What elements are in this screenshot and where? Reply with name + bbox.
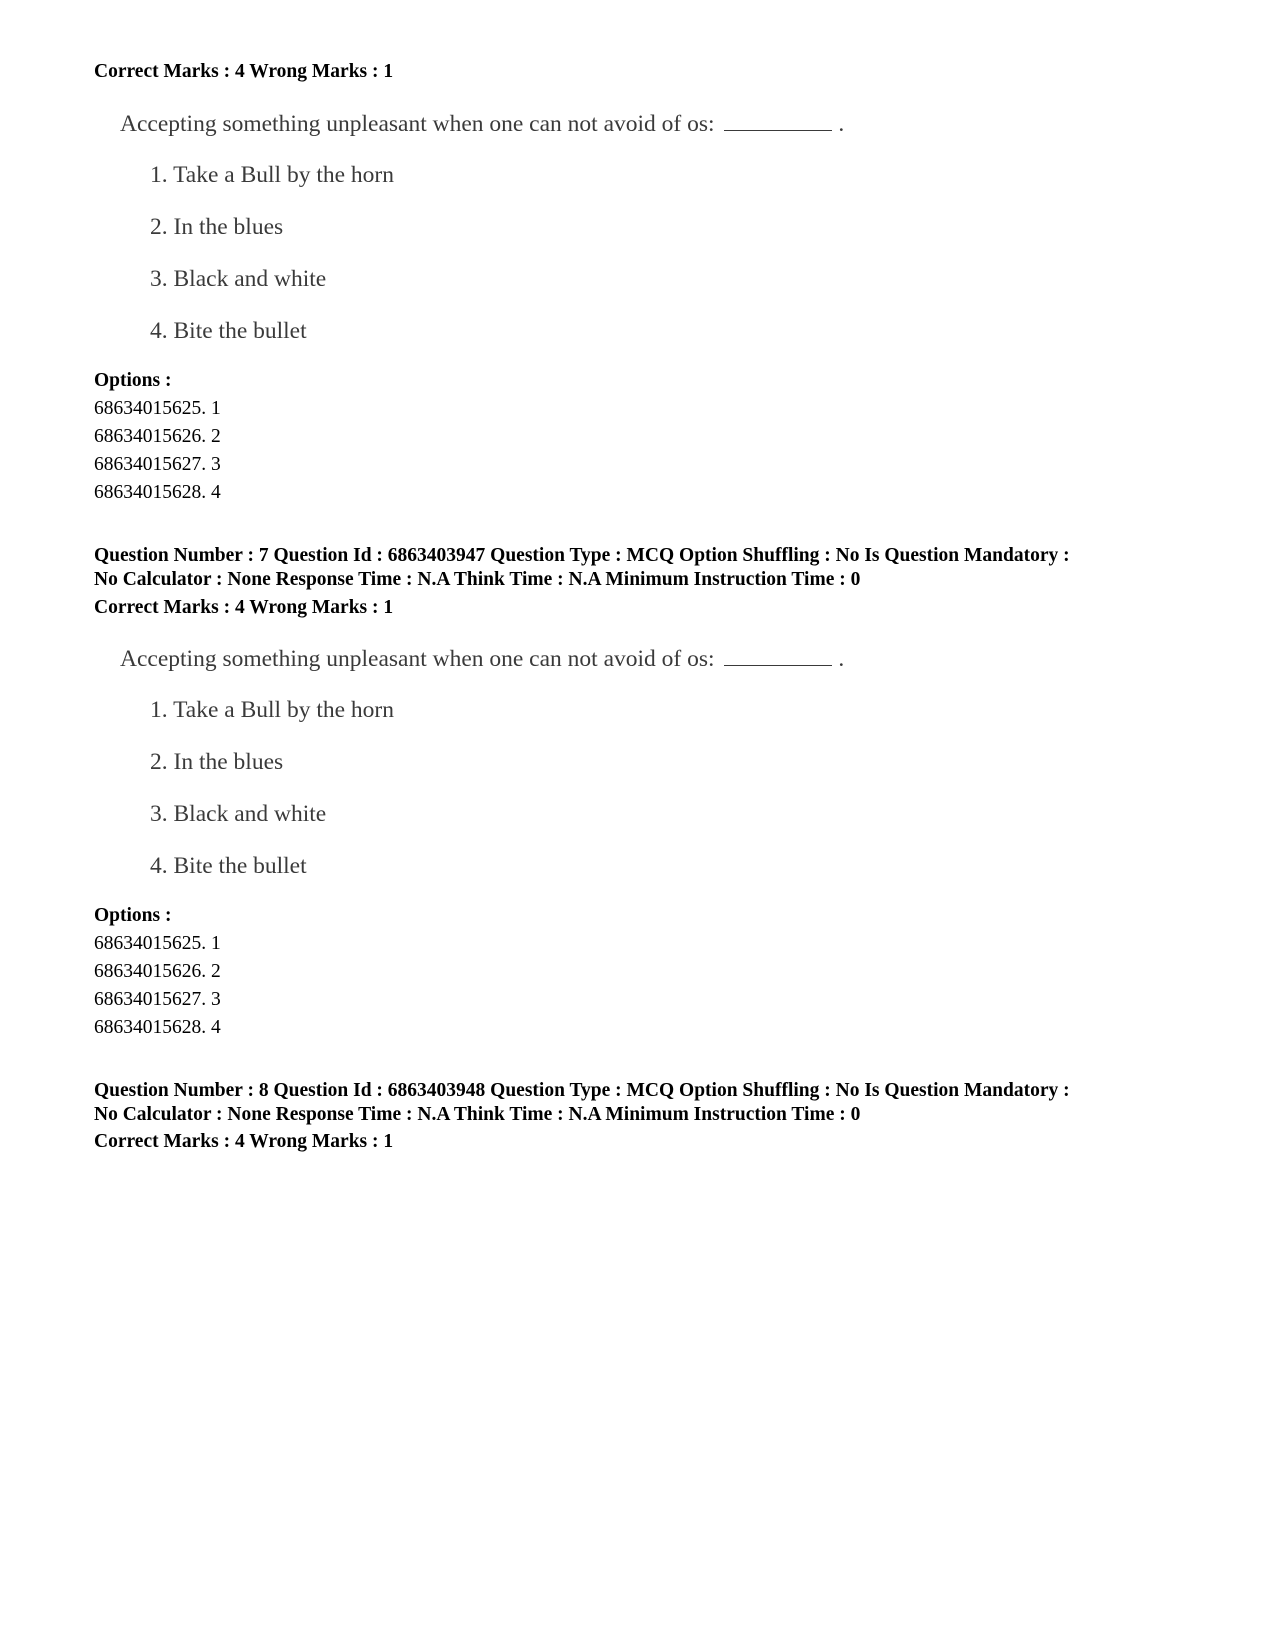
answer-blank: [724, 110, 832, 131]
option-item: 68634015625. 1: [94, 933, 221, 954]
marks-line: Correct Marks : 4 Wrong Marks : 1: [94, 61, 394, 82]
question-meta: [94, 544, 1194, 592]
option-item: 68634015626. 2: [94, 426, 221, 447]
question-meta-line: Question Number : 7 Question Id : 6863403947 Question Type : MCQ Option Shuffling : No Is Question Mandatory :: [94, 545, 1070, 566]
question-image: [94, 110, 994, 370]
question-stem: Accepting something unpleasant when one can not avoid of os: .: [120, 111, 845, 137]
option-item: 68634015627. 3: [94, 454, 221, 475]
marks-line: Correct Marks : 4 Wrong Marks : 1: [94, 597, 394, 618]
option-item: 68634015627. 3: [94, 989, 221, 1010]
option-item: 68634015628. 4: [94, 482, 221, 503]
question-choice: 2. In the blues: [150, 749, 284, 775]
question-stem: Accepting something unpleasant when one can not avoid of os: .: [120, 646, 845, 672]
question-choice: 4. Bite the bullet: [150, 318, 307, 344]
question-choice: 4. Bite the bullet: [150, 853, 307, 879]
question-choice: 3. Black and white: [150, 266, 327, 292]
options-label: Options :: [94, 905, 172, 926]
question-choice: 1. Take a Bull by the horn: [150, 697, 394, 723]
question-choice: 3. Black and white: [150, 801, 327, 827]
option-item: 68634015628. 4: [94, 1017, 221, 1038]
question-image: [94, 645, 994, 905]
option-item: 68634015626. 2: [94, 961, 221, 982]
question-choice: 2. In the blues: [150, 214, 284, 240]
question-choice: 1. Take a Bull by the horn: [150, 162, 394, 188]
options-label: Options :: [94, 370, 172, 391]
question-meta: [94, 1079, 1194, 1127]
question-meta-line: No Calculator : None Response Time : N.A Think Time : N.A Minimum Instruction Time : 0: [94, 569, 861, 590]
answer-blank: [724, 645, 832, 666]
option-item: 68634015625. 1: [94, 398, 221, 419]
marks-line: Correct Marks : 4 Wrong Marks : 1: [94, 1131, 394, 1152]
question-meta-line: No Calculator : None Response Time : N.A Think Time : N.A Minimum Instruction Time : 0: [94, 1104, 861, 1125]
question-meta-line: Question Number : 8 Question Id : 6863403948 Question Type : MCQ Option Shuffling : No Is Question Mandatory :: [94, 1080, 1070, 1101]
